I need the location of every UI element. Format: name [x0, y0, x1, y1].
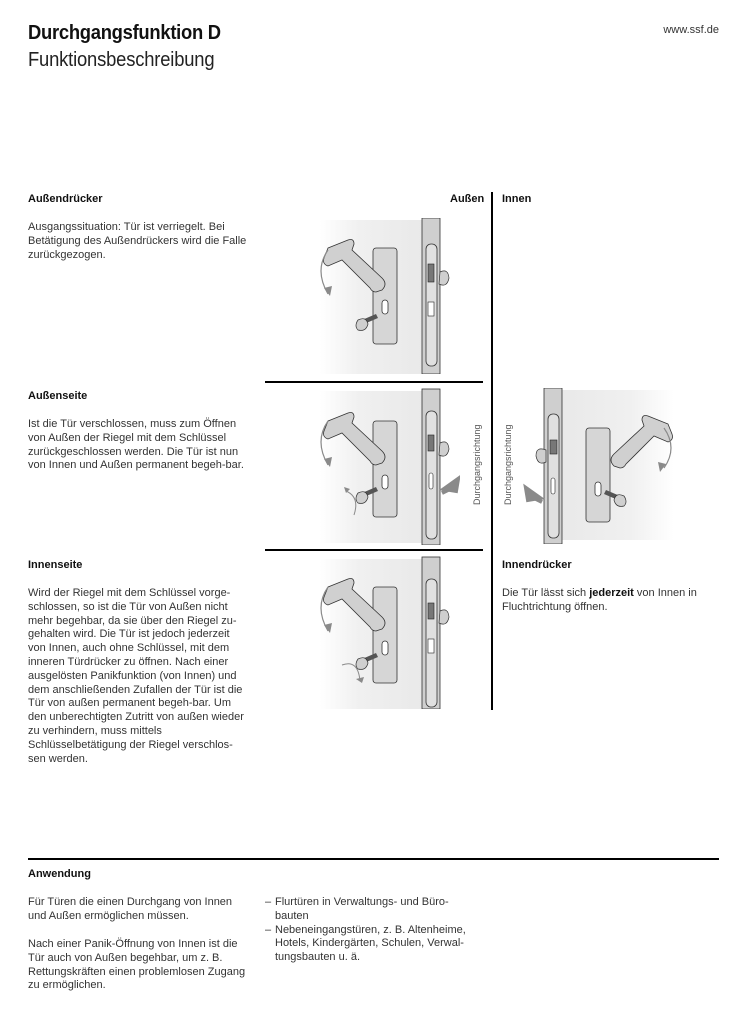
- section-heading-inside: Innenseite: [28, 559, 83, 571]
- document-subtitle: Funktionsbeschreibung: [28, 49, 215, 71]
- illustration-outside-key-lock: [300, 553, 460, 709]
- section-text-inside: Wird der Riegel mit dem Schlüssel vorge-schlossen, so ist die Tür von Außen nicht mehr begehbar, da sie über den Riegel zu-gehalten wird. Die Tür ist jedoch jederzeit von Innen, auch ohne Schlüssel, mit dem inneren Türdrücker zu öffnen. Nach einer ausgelösten Panikfunktion (von Innen) und dem anschließenden Zufallen der Tür ist die Tür von außen permanent begeh-bar. Um den unberechtigten Zutritt von außen wieder zu verhindern, muss mittels Schlüsselbetätigung der Riegel verschlos-sen werden.: [28, 587, 244, 765]
- section-heading-inside-handle: Innendrücker: [502, 559, 572, 571]
- application-list: [265, 896, 480, 965]
- section-text-outside-handle: Ausgangssituation: Tür ist verriegelt. Bei Betätigung des Außendrückers wird die Falle zurückgezogen.: [28, 221, 247, 261]
- illustration-outside-handle: [300, 218, 460, 374]
- direction-label-inside: Durchgangsrichtung: [503, 424, 513, 505]
- list-item: – Flurtüren in Verwaltungs- und Büro-bauten: [265, 896, 480, 924]
- illustration-outside-key-unlock: [300, 385, 460, 545]
- row-divider-1: [265, 381, 483, 383]
- section-text-outside: Ist die Tür verschlossen, muss zum Öffnen von Außen der Riegel mit dem Schlüssel zurückgeschlossen werden. Die Tür ist nun von Innen und Außen permanent begeh-bar.: [28, 418, 244, 472]
- list-item: – Nebeneingangstüren, z. B. Altenheime, Hotels, Kindergärten, Schulen, Verwal-tungsbauten u. ä.: [265, 924, 480, 965]
- section-text-inside-handle: Die Tür lässt sich jederzeit von Innen in Fluchtrichtung öffnen.: [502, 587, 697, 613]
- document-title: Durchgangsfunktion D: [28, 22, 221, 44]
- application-heading: Anwendung: [28, 868, 91, 880]
- section-heading-outside-handle: Außendrücker: [28, 193, 103, 205]
- row-divider-2: [265, 549, 483, 551]
- column-divider: [491, 192, 493, 710]
- column-label-outside: Außen: [450, 193, 485, 205]
- direction-label-outside: Durchgangsrichtung: [472, 424, 482, 505]
- section-heading-outside: Außenseite: [28, 390, 88, 402]
- application-divider: [28, 858, 719, 860]
- illustration-inside-handle: [520, 388, 680, 544]
- website-link[interactable]: www.ssf.de: [663, 24, 719, 36]
- column-label-inside: Innen: [502, 193, 532, 205]
- application-text-2: Nach einer Panik-Öffnung von Innen ist die Tür auch von Außen begehbar, um z. B. Rettungskräften einen problemlosen Zugang zu ermöglichen.: [28, 938, 246, 992]
- application-text-1: Für Türen die einen Durchgang von Innen und Außen ermöglichen müssen.: [28, 896, 233, 922]
- emphasis-anytime: jederzeit: [589, 587, 634, 599]
